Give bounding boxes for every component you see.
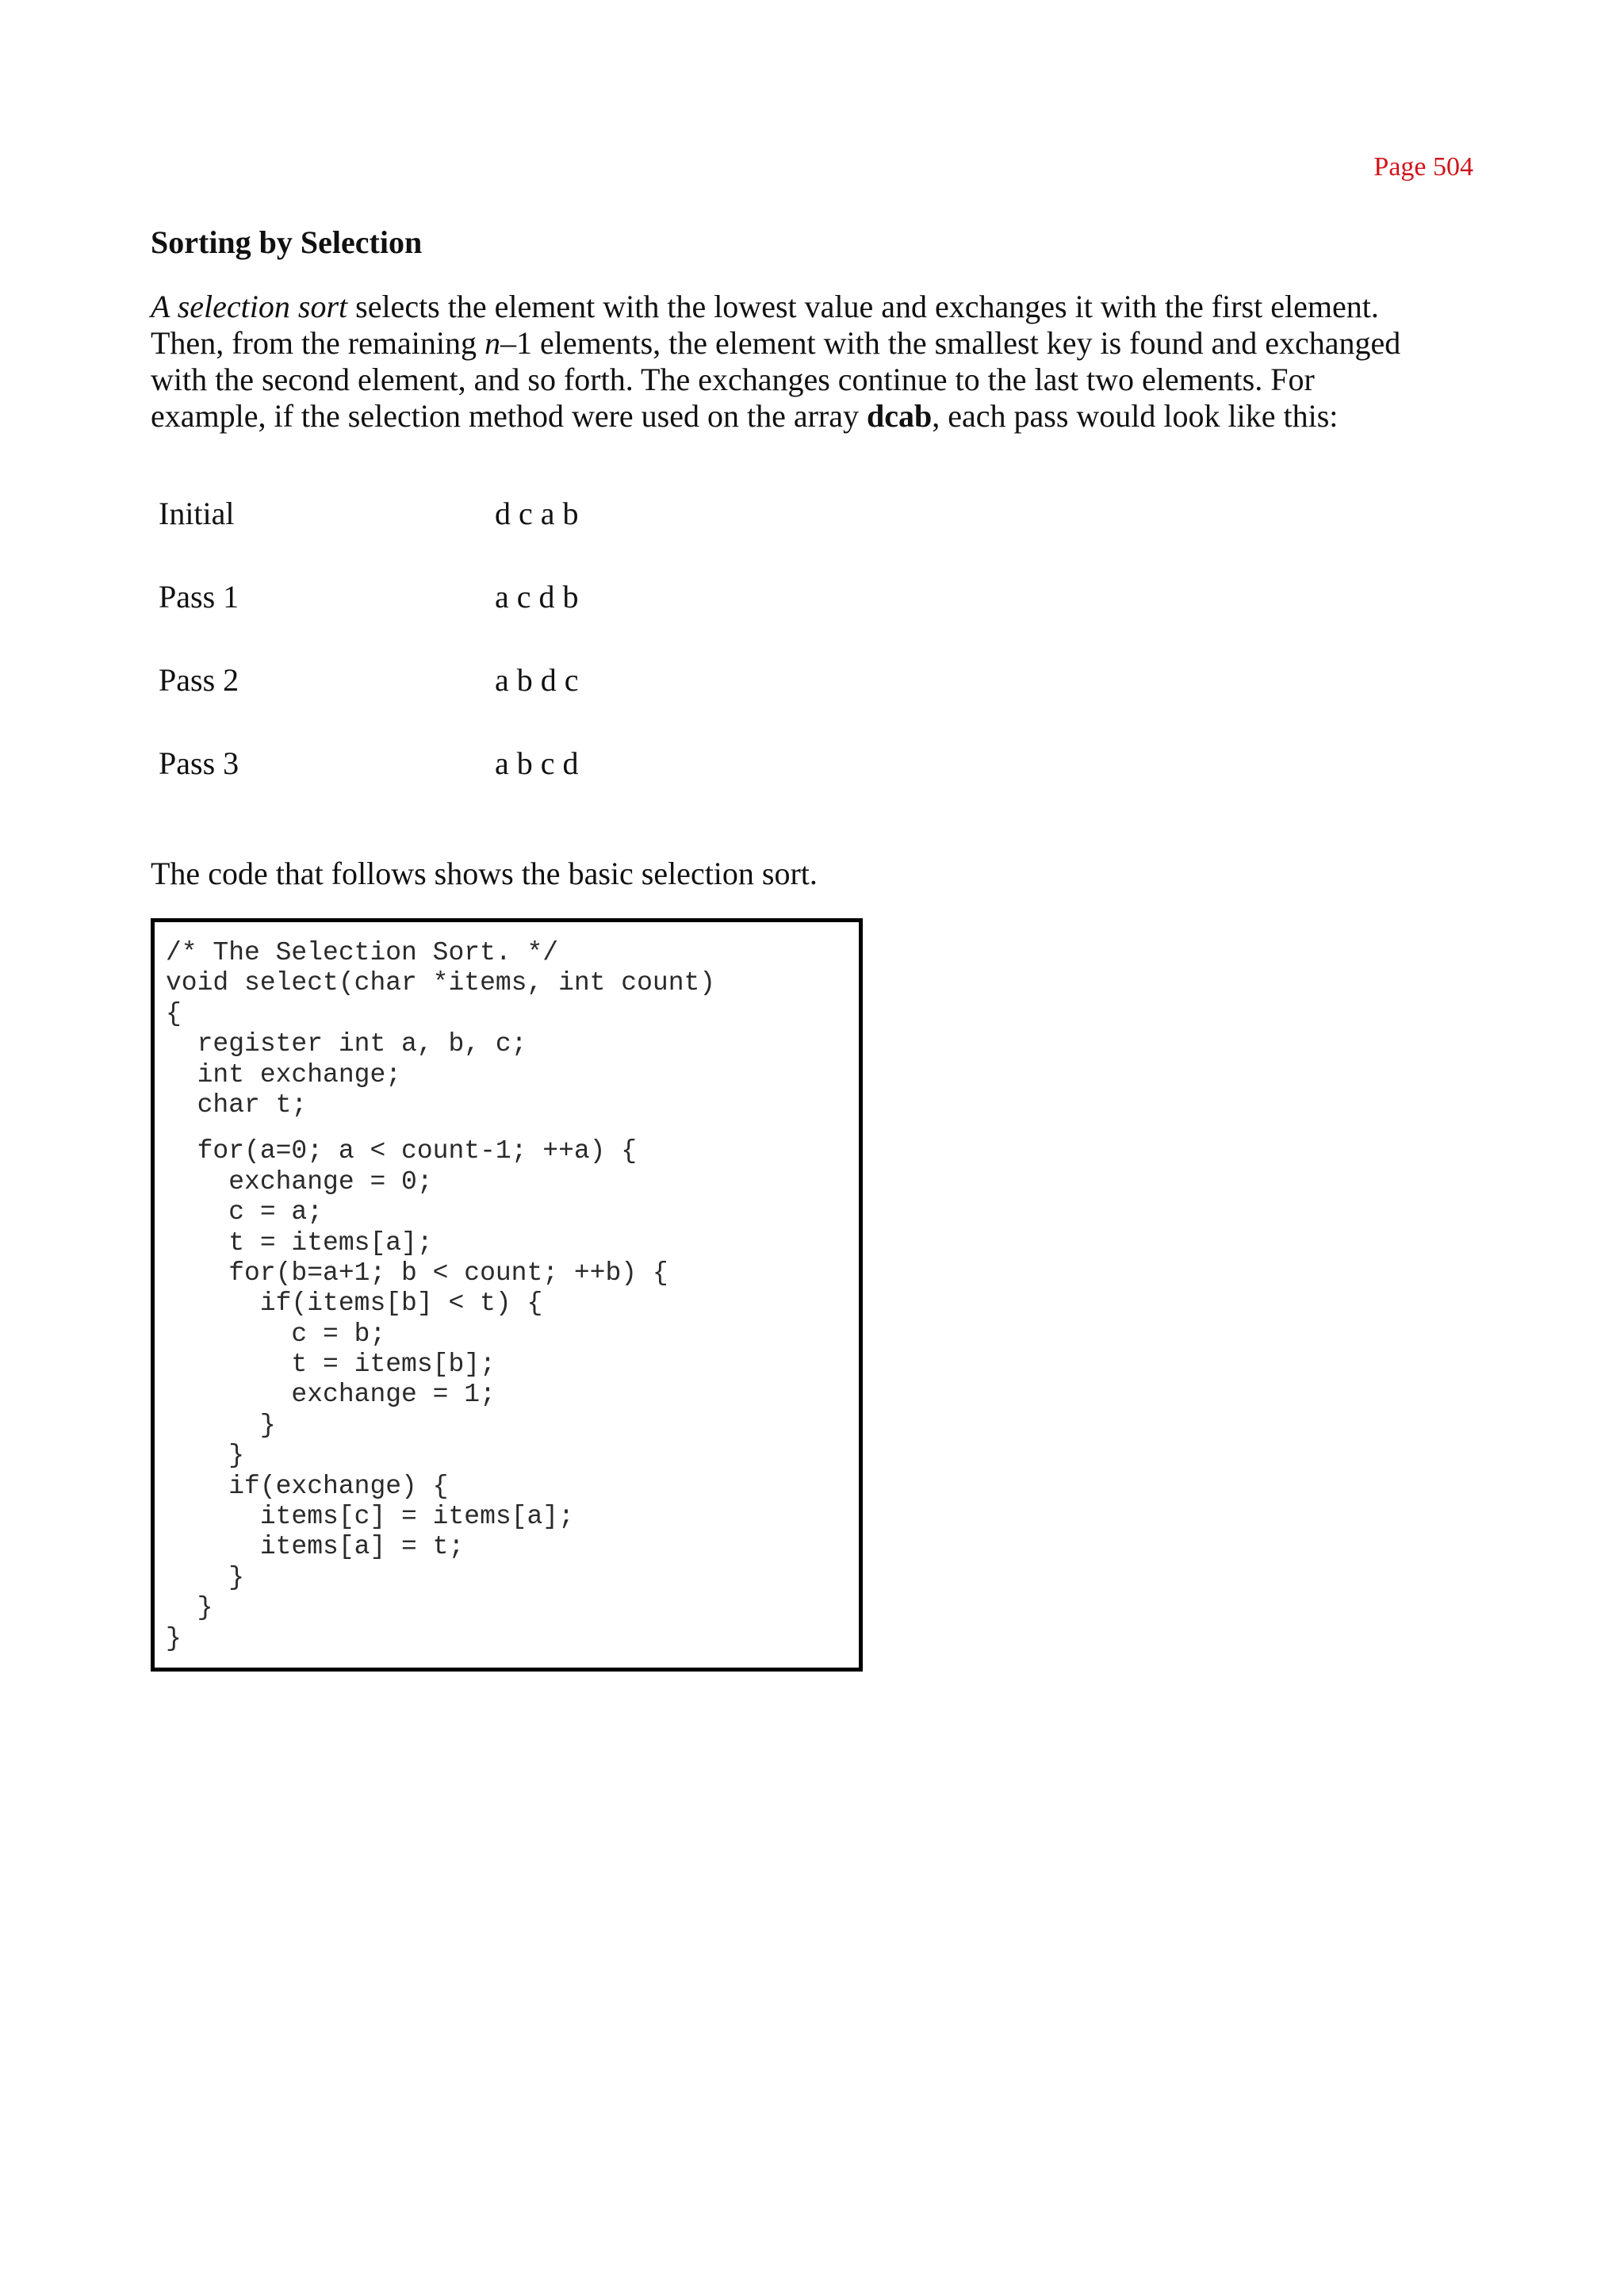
intro-text-run: example, if the selection method were used on the array (151, 398, 867, 434)
code-intro-text: The code that follows shows the basic selection sort. (151, 856, 818, 891)
code-line: for(a=0; a < count-1; ++a) { (166, 1136, 638, 1166)
pass-label: Pass 2 (159, 662, 239, 698)
code-line: t = items[b]; (166, 1350, 496, 1380)
pass-value: a b c d (495, 745, 579, 781)
code-line: /* The Selection Sort. */ (166, 938, 559, 967)
code-line: exchange = 0; (166, 1166, 433, 1197)
code-line: if(items[b] < t) { (166, 1289, 543, 1319)
intro-text-run: selects the element with the lowest value and exchanges it with the first element. (347, 289, 1379, 324)
code-line: char t; (166, 1090, 308, 1120)
code-line: } (166, 1562, 245, 1592)
intro-line (151, 398, 1499, 435)
code-line: t = items[a]; (166, 1227, 433, 1258)
code-line (166, 1120, 715, 1136)
intro-line (151, 289, 1499, 325)
intro-text-run: –1 elements, the element with the smallest key is found and exchanged (500, 325, 1401, 361)
pass-value: a b d c (495, 662, 579, 698)
code-line: } (166, 1441, 245, 1471)
section-heading: Sorting by Selection (151, 224, 423, 260)
pass-label: Initial (159, 496, 235, 531)
code-line: items[c] = items[a]; (166, 1502, 574, 1532)
pass-label: Pass 3 (159, 745, 239, 781)
code-line: int exchange; (166, 1059, 402, 1090)
code-listing (166, 938, 715, 1654)
page-number: Page 504 (1373, 152, 1473, 182)
pass-value: a c d b (495, 579, 579, 615)
code-line: exchange = 1; (166, 1380, 496, 1410)
pass-label: Pass 1 (159, 579, 239, 615)
intro-line (151, 362, 1499, 398)
code-line: } (166, 1410, 276, 1440)
intro-line (151, 325, 1499, 362)
code-line: c = a; (166, 1197, 324, 1227)
intro-paragraph (151, 289, 1499, 435)
intro-text-run: with the second element, and so forth. The exchanges continue to the last two elements. For (151, 362, 1315, 397)
code-line: for(b=a+1; b < count; ++b) { (166, 1258, 668, 1288)
intro-text-run: dcab (867, 398, 933, 434)
code-line: } (166, 1593, 213, 1623)
pass-value: d c a b (495, 496, 579, 531)
code-line: if(exchange) { (166, 1471, 449, 1501)
intro-text-run: , each pass would look like this: (932, 398, 1339, 434)
code-line: { (166, 998, 182, 1028)
intro-text-run: n (484, 325, 500, 361)
code-line: } (166, 1623, 182, 1653)
intro-text-run: A selection sort (151, 289, 348, 324)
code-line: c = b; (166, 1319, 386, 1349)
intro-text-run: Then, from the remaining (151, 325, 485, 361)
code-line: items[a] = t; (166, 1532, 465, 1562)
code-line: register int a, b, c; (166, 1029, 527, 1059)
code-line: void select(char *items, int count) (166, 968, 716, 998)
code-listing-box (151, 918, 863, 1672)
